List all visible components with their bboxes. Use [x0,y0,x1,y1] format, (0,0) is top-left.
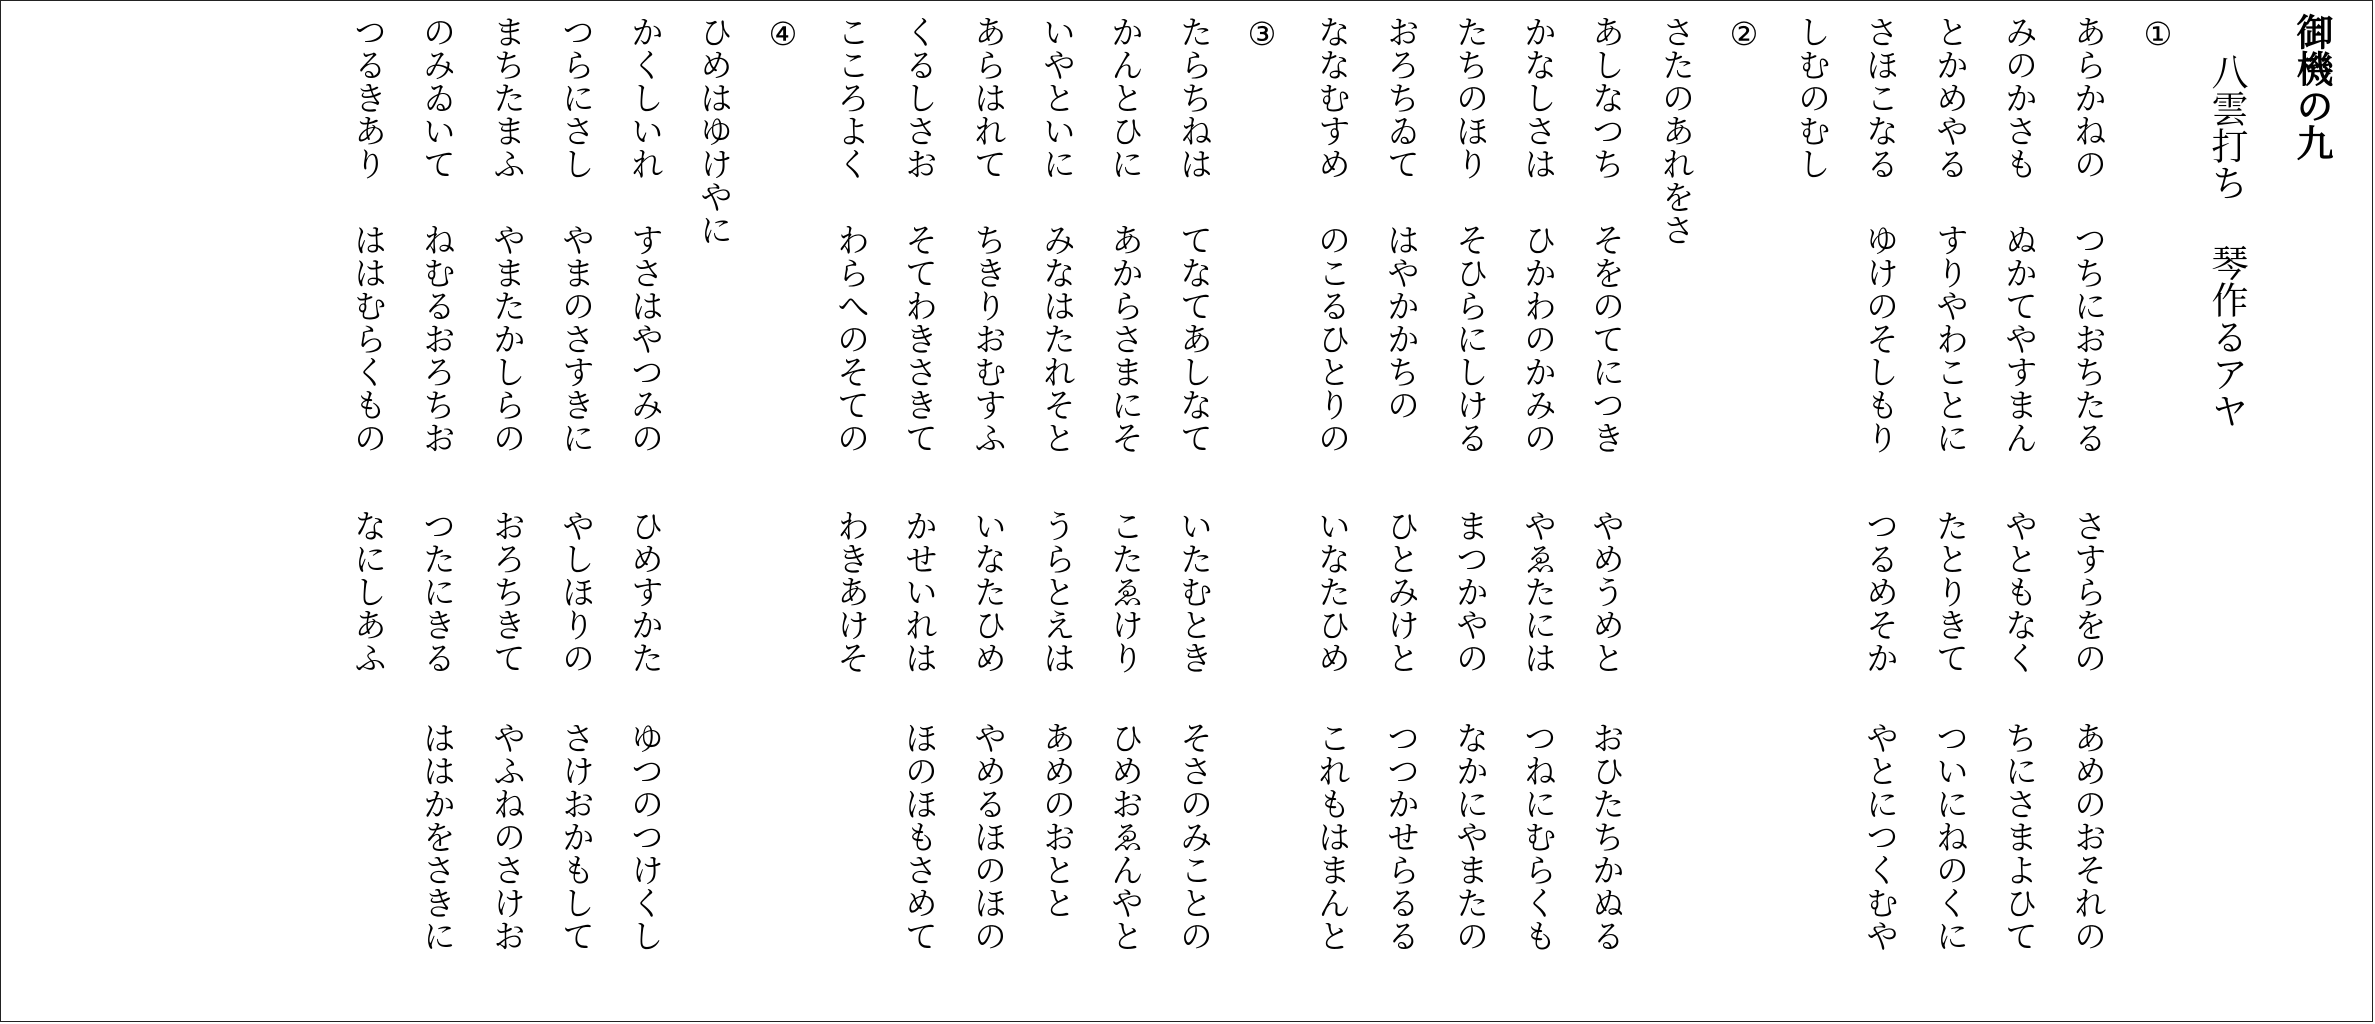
lyric-phrase: これもはまんと [1313,721,1352,952]
lyric-phrase: かんとひに [1106,15,1145,180]
lyric-phrase: つるめそか [1861,509,1900,674]
lyric-phrase: ななむすめ [1313,15,1352,180]
lyric-phrase: ちきりおむすふ [969,223,1008,454]
lyric-phrase: ぬかてやすまん [2000,223,2039,454]
lyric-phrase: かくしいれ [626,15,665,180]
lyric-phrase: いなたひめ [969,509,1008,674]
lyric-phrase: つちにおちたる [2069,223,2108,454]
lyric-phrase: さすらをの [2069,509,2108,674]
lyric-phrase: なかにやまたの [1451,721,1490,952]
lyric-phrase: のみゐいて [418,15,457,180]
lyric-phrase: みのかさも [2000,15,2039,180]
lyric-phrase: こたゑけり [1106,509,1145,674]
lyric-phrase: たちのほり [1451,15,1490,180]
lyric-phrase: おろちきて [488,509,527,674]
lyric-phrase: つねにむらくも [1519,721,1558,952]
lyric-phrase: ちにさまよひて [2000,721,2039,952]
lyric-phrase: かなしさは [1519,15,1558,180]
lyric-phrase: てなてあしなて [1175,223,1214,454]
lyric-phrase: おひたちかぬる [1587,721,1626,952]
lyric-phrase: ついにねのくに [1931,721,1970,952]
lyric-phrase: みなはたれそと [1038,223,1077,454]
lyric-phrase: そをのてにつき [1587,223,1626,454]
lyric-phrase: つるきあり [349,15,388,180]
lyric-phrase: いやといに [1038,15,1077,180]
lyric-phrase: いなたひめ [1313,509,1352,674]
lyric-phrase: まつかやの [1451,509,1490,674]
lyric-phrase: いたむとき [1175,509,1214,674]
lyric-phrase: さたのあれをさ [1657,15,1696,246]
lyric-phrase: とかめやる [1931,15,1970,180]
lyric-phrase: そひらにしける [1451,223,1490,454]
lyric-phrase: ひかわのかみの [1519,223,1558,454]
lyric-phrase: さほこなる [1861,15,1900,180]
lyric-phrase: しむのむし [1793,15,1832,180]
lyric-phrase: さけおかもして [557,721,596,952]
stanza-marker: ③ [1243,15,1281,53]
lyric-phrase: すりやわことに [1931,223,1970,454]
lyric-phrase: こころよく [832,15,871,180]
lyric-phrase: そさのみことの [1175,721,1214,952]
lyric-phrase: あめのおとと [1038,721,1077,919]
lyric-phrase: やふねのさけお [488,721,527,952]
stanza-marker: ④ [764,15,802,53]
lyric-phrase: わきあけそ [832,509,871,674]
lyric-phrase: やまのさすきに [557,223,596,454]
lyric-phrase: かせいれは [900,509,939,674]
lyric-phrase: ひめすかた [626,509,665,674]
lyric-phrase: あめのおそれの [2069,721,2108,952]
lyric-phrase: ははむらくもの [349,223,388,454]
lyric-phrase: ゆつのつけくし [626,721,665,952]
lyric-phrase: やゑたには [1519,509,1558,674]
lyric-phrase: すさはやつみの [626,223,665,454]
lyric-phrase: やめるほのほの [969,721,1008,952]
lyric-phrase: うらとえは [1038,509,1077,674]
lyric-phrase: あらかねの [2069,15,2108,180]
lyric-phrase: ひめはゆけやに [695,15,734,246]
lyric-phrase: そてわきさきて [900,223,939,454]
lyric-phrase: おろちゐて [1382,15,1421,180]
lyric-phrase: つらにさし [557,15,596,180]
lyric-phrase: やしほりの [557,509,596,674]
stanza-marker: ② [1725,15,1763,53]
lyric-phrase: つつかせらるる [1382,721,1421,952]
lyric-phrase: ははかをさきに [418,721,457,952]
lyric-phrase: ひめおゑんやと [1106,721,1145,952]
lyric-phrase: のこるひとりの [1313,223,1352,454]
lyric-phrase: ねむるおろちお [418,223,457,454]
lyric-phrase: やともなく [2000,509,2039,674]
lyric-phrase: たとりきて [1931,509,1970,674]
lyric-phrase: あしなつち [1587,15,1626,180]
lyric-phrase: ゆけのそしもり [1861,223,1900,454]
lyric-phrase: たらちねは [1175,15,1214,180]
lyric-phrase: つたにきる [418,509,457,674]
stanza-marker: ① [2139,15,2177,53]
lyric-phrase: まちたまふ [488,15,527,180]
lyric-phrase: やめうめと [1587,509,1626,674]
lyric-phrase: やまたかしらの [488,223,527,454]
document-title: 御機の九 [2290,13,2333,161]
document-subtitle: 八雲打ち 琴作るアヤ [2205,53,2248,429]
lyric-phrase: あからさまにそ [1106,223,1145,454]
lyric-phrase: なにしあふ [349,509,388,674]
lyric-phrase: くるしさお [900,15,939,180]
lyric-phrase: ひとみけと [1382,509,1421,674]
lyric-phrase: ほのほもさめて [900,721,939,952]
lyric-phrase: わらへのそての [832,223,871,454]
lyric-phrase: あらはれて [969,15,1008,180]
lyric-phrase: はやかかちの [1382,223,1421,421]
lyric-phrase: やとにつくむや [1861,721,1900,952]
